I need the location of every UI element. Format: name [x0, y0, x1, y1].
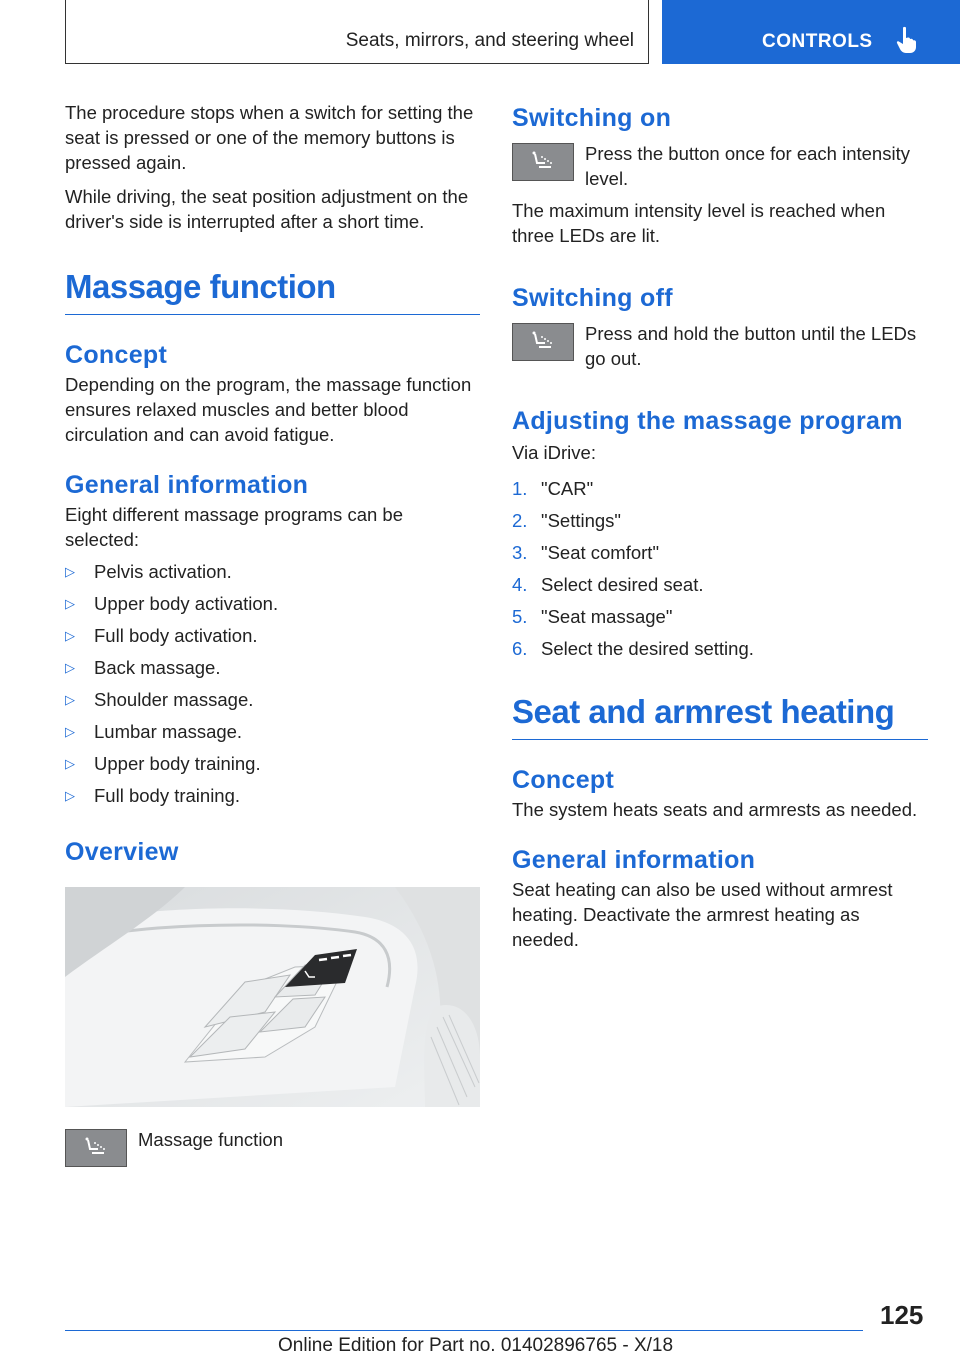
general-information-heading: General information — [65, 471, 309, 499]
switch-on-row — [512, 141, 928, 191]
footer-divider — [65, 1330, 863, 1331]
heating-title-block — [512, 693, 928, 740]
step-number: 4. — [512, 574, 528, 595]
step-number: 6. — [512, 638, 528, 659]
step-text: Select desired seat. — [541, 574, 704, 595]
adjusting-program-heading: Adjusting the massage program — [512, 407, 903, 435]
step-text: "Seat comfort" — [541, 542, 660, 563]
switch-off-text: Press and hold the button until the LEDs go out. — [585, 323, 917, 369]
concept-text: Depending on the program, the massage function ensures relaxed muscles and better blood circulation and can avoid fatigue. — [65, 374, 472, 445]
footer-edition-text: Online Edition for Part no. 01402896765 - X/18 — [278, 1335, 674, 1356]
list-item-text: Pelvis activation. — [94, 561, 232, 582]
switch-on-note: The maximum intensity level is reached when three LEDs are lit. — [512, 200, 886, 246]
concept-heading: Concept — [65, 341, 168, 369]
list-item-text: Full body activation. — [94, 625, 258, 646]
step-text: "CAR" — [541, 478, 594, 499]
step-number: 1. — [512, 478, 528, 499]
step-text: Select the desired setting. — [541, 638, 754, 659]
list-item — [65, 719, 480, 744]
adjust-intro: Via iDrive: — [512, 442, 596, 463]
list-item — [512, 476, 928, 501]
triangle-bullet-icon: ▷ — [65, 628, 75, 643]
list-item — [512, 540, 928, 565]
intro-paragraph-2: While driving, the seat position adjustment on the driver's side is interrupted after a short time. — [65, 186, 469, 232]
right-column — [512, 100, 928, 952]
list-item-text: Full body training. — [94, 785, 241, 806]
list-item — [512, 604, 928, 629]
heating-concept-heading: Concept — [512, 766, 615, 794]
general-information-text: Eight different massage programs can be selected: — [65, 504, 403, 550]
list-item-text: Upper body training. — [94, 753, 261, 774]
triangle-bullet-icon: ▷ — [65, 756, 75, 771]
seat-armrest-heating-title: Seat and armrest heating — [512, 693, 895, 730]
step-text: "Settings" — [541, 510, 621, 531]
chapter-label: CONTROLS — [762, 31, 873, 52]
left-column — [65, 100, 480, 1167]
switching-on-heading: Switching on — [512, 104, 672, 132]
massage-button-caption: Massage function — [138, 1129, 284, 1150]
seat-massage-icon — [83, 1137, 109, 1159]
switch-off-row — [512, 321, 928, 371]
step-number: 5. — [512, 606, 528, 627]
step-number: 3. — [512, 542, 528, 563]
list-item — [65, 655, 480, 680]
list-item — [512, 508, 928, 533]
massage-button-row — [65, 1127, 480, 1167]
step-text: "Seat massage" — [541, 606, 673, 627]
door-panel-photo — [65, 887, 480, 1107]
heating-concept-text: The system heats seats and armrests as needed. — [512, 799, 918, 820]
massage-function-title: Massage function — [65, 268, 336, 305]
triangle-bullet-icon: ▷ — [65, 596, 75, 611]
triangle-bullet-icon: ▷ — [65, 564, 75, 579]
massage-button[interactable] — [512, 323, 574, 361]
massage-button[interactable] — [512, 143, 574, 181]
list-item — [65, 623, 480, 648]
list-item — [512, 636, 928, 661]
chapter-tab[interactable] — [662, 0, 960, 64]
list-item-text: Back massage. — [94, 657, 221, 678]
switch-on-text: Press the button once for each intensity level. — [585, 143, 910, 189]
header-section-title: Seats, mirrors, and steering wheel — [345, 30, 634, 51]
triangle-bullet-icon: ▷ — [65, 692, 75, 707]
list-item — [65, 591, 480, 616]
massage-button[interactable] — [65, 1129, 127, 1167]
seat-massage-icon — [530, 331, 556, 353]
page-number: 125 — [880, 1300, 924, 1330]
massage-title-block — [65, 268, 480, 315]
heating-general-text: Seat heating can also be used without armrest heating. Deactivate the armrest heating as needed. — [512, 879, 893, 950]
list-item-text: Lumbar massage. — [94, 721, 243, 742]
overview-heading: Overview — [65, 838, 179, 866]
list-item-text: Upper body activation. — [94, 593, 279, 614]
triangle-bullet-icon: ▷ — [65, 724, 75, 739]
list-item — [65, 783, 480, 808]
heating-general-heading: General information — [512, 846, 756, 874]
header-section-box — [65, 0, 649, 64]
triangle-bullet-icon: ▷ — [65, 660, 75, 675]
pointing-hand-icon — [896, 26, 918, 59]
seat-massage-icon — [530, 151, 556, 173]
list-item — [65, 751, 480, 776]
intro-paragraph-1: The procedure stops when a switch for setting the seat is pressed or one of the memory buttons is pressed again. — [65, 102, 474, 173]
list-item — [512, 572, 928, 597]
list-item — [65, 687, 480, 712]
adjust-steps-list — [512, 476, 928, 661]
list-item-text: Shoulder massage. — [94, 689, 254, 710]
step-number: 2. — [512, 510, 528, 531]
triangle-bullet-icon: ▷ — [65, 788, 75, 803]
switching-off-heading: Switching off — [512, 284, 673, 312]
list-item — [65, 559, 480, 584]
massage-program-list — [65, 559, 480, 808]
